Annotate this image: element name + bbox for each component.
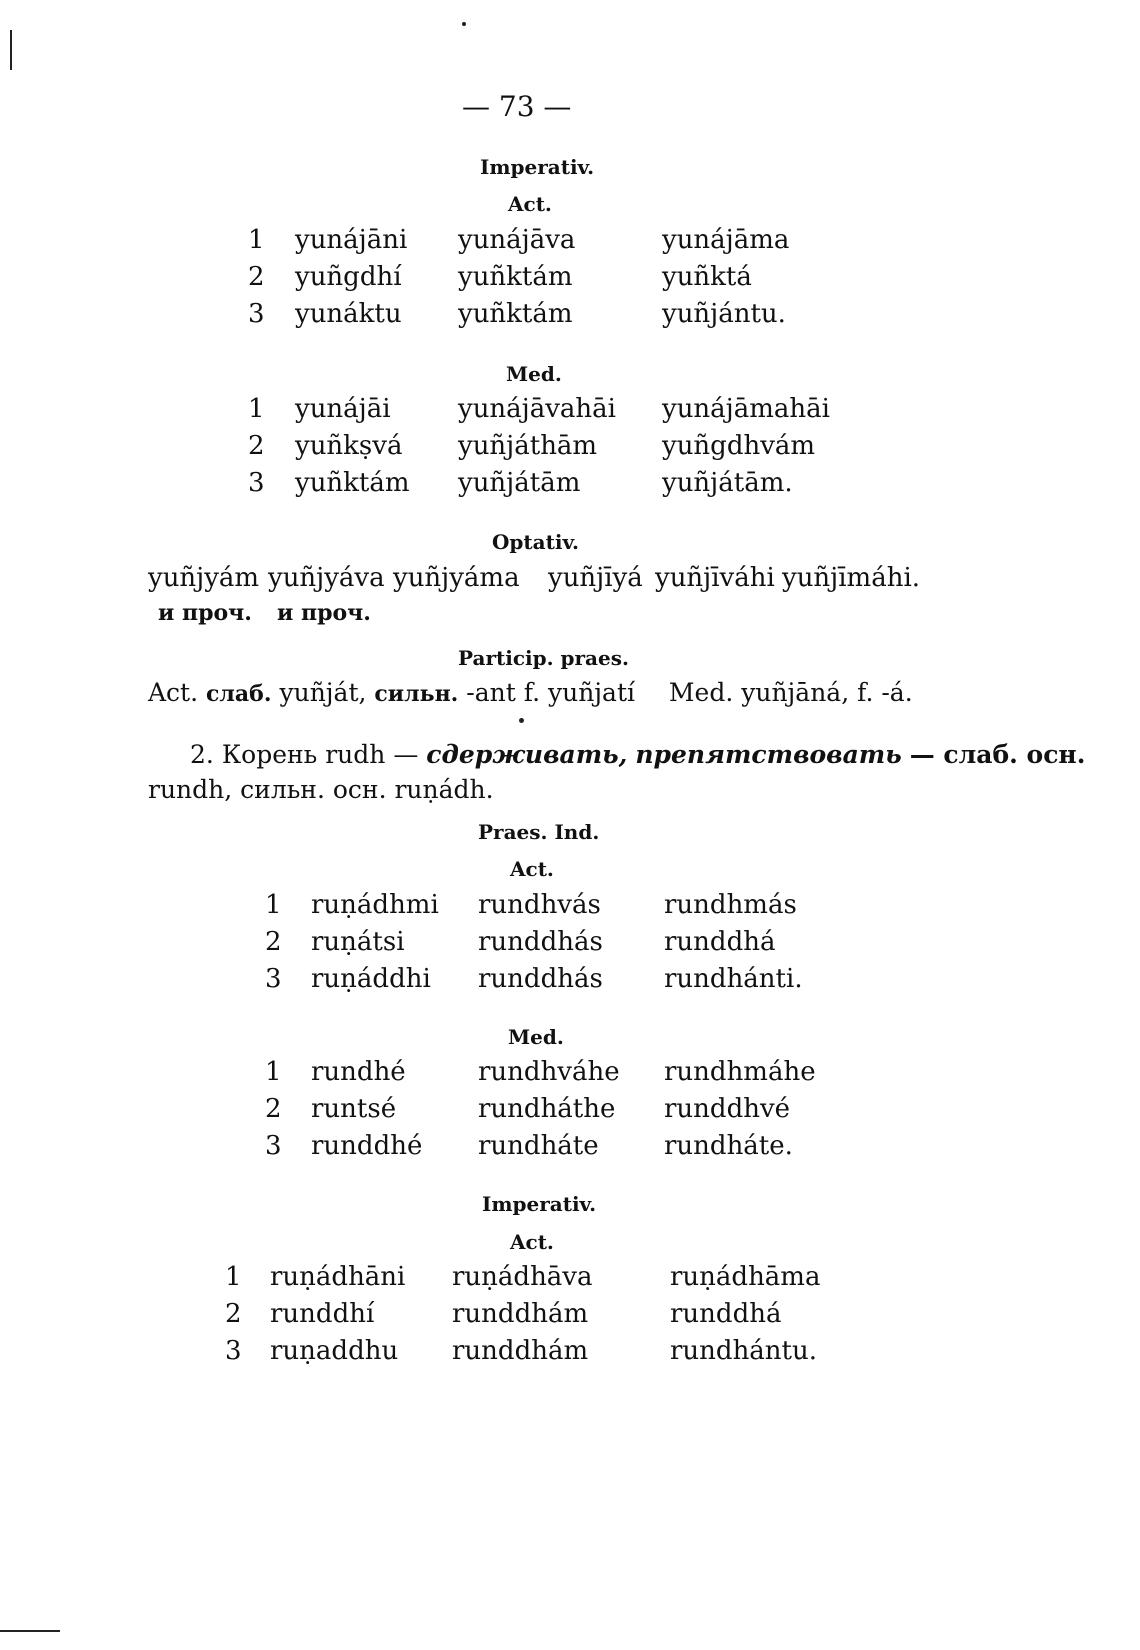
strong-label: сильн. [374,681,459,707]
weak-form: yuñját, [279,678,367,707]
singular-form: yunáktu [295,299,402,329]
person-number: 2 [248,262,265,292]
singular-form: runtsé [311,1094,397,1124]
singular-form: rundhé [311,1057,406,1087]
weak-stem-label: — слаб. осн. [909,740,1086,769]
plural-form: runddhá [670,1299,782,1329]
plural-form: rundhánti. [664,964,803,994]
page-number: — 73 — [462,90,572,123]
plural-form: rundhmás [664,890,797,920]
person-number: 2 [265,927,282,957]
scan-dot [462,22,466,26]
etc-note: и проч. [158,600,252,626]
optativ-form: yuñjīmáhi. [782,563,921,593]
dual-form: ruṇádhāva [452,1262,593,1292]
singular-form: ruṇádhāni [270,1262,406,1292]
dual-form: rundháte [478,1131,599,1161]
singular-form: yuñgdhí [295,262,402,292]
dual-form: runddhás [478,927,603,957]
singular-form: ruṇátsi [311,927,405,957]
singular-form: ruṇádhmi [311,890,439,920]
plural-form: rundhántu. [670,1336,818,1366]
person-number: 3 [265,1131,282,1161]
section-title-particip: Particip. praes. [458,646,629,670]
plural-form: runddhá [664,927,776,957]
plural-form: yuñjántu. [662,299,786,329]
person-number: 3 [265,964,282,994]
scan-edge-mark [0,1630,60,1632]
singular-form: yunájāni [295,225,408,255]
dual-form: rundhváhe [478,1057,620,1087]
dual-form: yunájāva [458,225,576,255]
plural-form: runddhvé [664,1094,791,1124]
root-meaning: препятствовать [635,740,902,769]
section-title-praes-ind: Praes. Ind. [478,820,600,844]
dual-form: runddhás [478,964,603,994]
dual-form: runddhám [452,1299,589,1329]
plural-form: rundhmáhe [664,1057,816,1087]
singular-form: runddhé [311,1131,423,1161]
person-number: 3 [225,1336,242,1366]
person-number: 1 [248,225,265,255]
strong-form: -ant f. yuñjatí [466,678,636,707]
singular-form: yuñkṣvá [295,431,403,461]
person-number: 1 [248,394,265,424]
plural-form: yuñktá [662,262,752,292]
scan-dot [519,718,524,723]
dual-form: rundhvás [478,890,601,920]
med-label: Med. [668,678,734,707]
person-number: 3 [248,468,265,498]
dual-form: yuñjátām [458,468,581,498]
dual-form: rundháthe [478,1094,616,1124]
section-title-optativ: Optativ. [492,530,580,554]
dual-form: yuñjáthām [458,431,598,461]
participle-line [148,678,913,707]
person-number: 2 [265,1094,282,1124]
root-number: 2. [190,740,214,769]
singular-form: yuñktám [295,468,410,498]
label-med: Med. [508,1025,564,1049]
root-definition-line2: rundh, сильн. осн. ruṇádh. [148,775,494,804]
plural-form: yuñjátām. [662,468,793,498]
plural-form: rundháte. [664,1131,793,1161]
dual-form: yunájāvahāi [458,394,616,424]
label-act: Act. [510,1230,554,1254]
dual-form: yuñktám [458,299,573,329]
weak-label: слаб. [206,681,272,707]
label-act: Act. [508,192,552,216]
label-med: Med. [506,362,562,386]
person-number: 2 [225,1299,242,1329]
plural-form: yunájāmahāi [662,394,830,424]
section-title-imperativ: Imperativ. [480,155,595,179]
plural-form: yuñgdhvám [662,431,816,461]
singular-form: ruṇáddhi [311,964,431,994]
dual-form: yuñktám [458,262,573,292]
plural-form: yunájāma [662,225,790,255]
singular-form: ruṇaddhu [270,1336,399,1366]
optativ-form: yuñjyáva [268,563,385,593]
optativ-form: yuñjyáma [393,563,520,593]
act-label: Act. [148,678,199,707]
person-number: 1 [265,1057,282,1087]
scan-edge-mark [10,30,12,70]
person-number: 2 [248,431,265,461]
optativ-form: yuñjīyá [548,563,643,593]
person-number: 3 [248,299,265,329]
singular-form: yunájāi [295,394,391,424]
plural-form: ruṇádhāma [670,1262,821,1292]
person-number: 1 [225,1262,242,1292]
etc-note: и проч. [277,600,371,626]
person-number: 1 [265,890,282,920]
dual-form: runddhám [452,1336,589,1366]
med-form: yuñjāná, f. -á. [741,678,913,707]
singular-form: runddhí [270,1299,375,1329]
optativ-form: yuñjīváhi [655,563,775,593]
label-act: Act. [510,857,554,881]
section-title-imperativ: Imperativ. [482,1192,597,1216]
optativ-form: yuñjyám [148,563,260,593]
root-text: Корень rudh — [221,740,419,769]
root-definition-line1 [190,740,1085,769]
root-meaning: сдерживать, [426,740,628,769]
